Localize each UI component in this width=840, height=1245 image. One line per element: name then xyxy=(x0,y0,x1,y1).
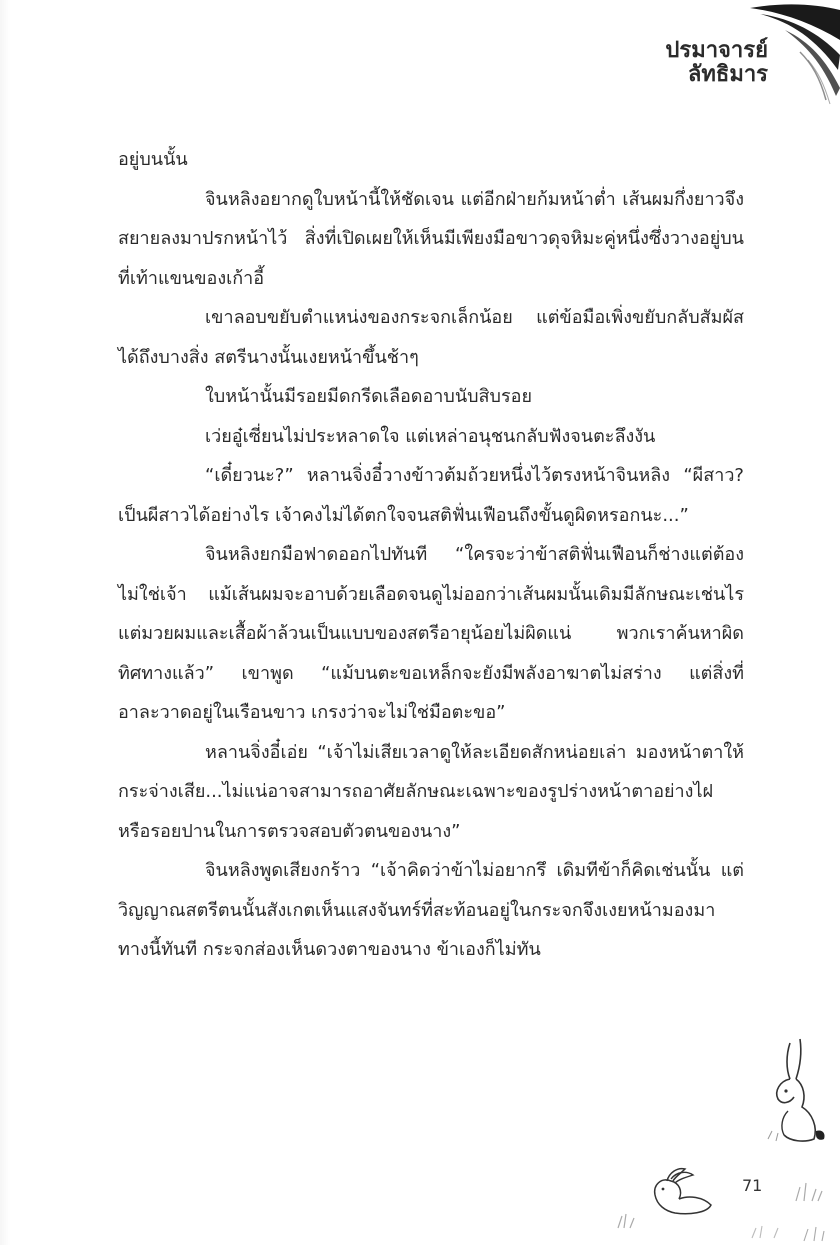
paragraph: จินหลิงพูดเสียงกร้าว “เจ้าคิดว่าข้าไม่อยากรึ เดิมทีข้าก็คิดเช่นนั้น แต่วิญญาณสตรีตนนั้นสังเกตเห็นแสงจันทร์ที่สะท้อนอยู่ในกระจกจึงเงยหน้ามองมาทางนี้ทันที กระจกส่องเห็นดวงตาของนาง ข้าเองก็ไม่ทัน xyxy=(118,860,744,960)
paragraph: หลานจิ่งอี๋เอ่ย “เจ้าไม่เสียเวลาดูให้ละเอียดสักหน่อยเล่า มองหน้าตาให้กระจ่างเสีย...ไม่แน่อาจสามารถอาศัยลักษณะเฉพาะของรูปร่างหน้าตาอย่างไฝหรือรอยปานในการตรวจสอบตัวตนของนาง” xyxy=(118,741,744,842)
grass-icon xyxy=(800,1215,830,1243)
rabbit-lying-icon xyxy=(645,1165,725,1220)
paragraph: เขาลอบขยับตำแหน่งของกระจกเล็กน้อย แต่ข้อมือเพิ่งขยับกลับสัมผัสได้ถึงบางสิ่ง สตรีนางนั้นเงยหน้าขึ้นช้าๆ xyxy=(118,307,744,368)
book-title xyxy=(665,40,768,86)
book-title-line2: ลัทธิมาร xyxy=(687,62,768,87)
paragraph: จินหลิงยกมือฟาดออกไปทันที “ใครจะว่าข้าสติฟั่นเฟือนก็ช่างแต่ต้องไม่ใช่เจ้า แม้เส้นผมจะอาบด้วยเลือดจนดูไม่ออกว่าเส้นผมนั้นเดิมมีลักษณะเช่นไร แต่มวยผมและเสื้อผ้าล้วนเป็นแบบของสตรีอายุน้อยไม่ผิดแน่ พวกเราค้นหาผิดทิศทางแล้ว” เขาพูด “แม้บนตะขอเหล็กจะยังมีพลังอาฆาตไม่สร่าง แต่สิ่งที่อาละวาดอยู่ในเรือนขาว เกรงว่าจะไม่ใช่มือตะขอ” xyxy=(118,544,744,723)
paragraph: ใบหน้านั้นมีรอยมีดกรีดเลือดอาบนับสิบรอย xyxy=(205,386,532,407)
grass-icon xyxy=(748,1210,788,1240)
paragraph: อยู่บนนั้น xyxy=(118,149,188,170)
rabbit-sitting-icon xyxy=(760,1035,830,1145)
book-title-line1: ปรมาจารย์ xyxy=(665,38,768,63)
page-edge-shadow xyxy=(0,0,10,1245)
page-number: 71 xyxy=(742,1176,763,1195)
paragraph: จินหลิงอยากดูใบหน้านี้ให้ชัดเจน แต่อีกฝ่ายก้มหน้าต่ำ เส้นผมกึ่งยาวจึงสยายลงมาปรกหน้าไว้ สิ่งที่เปิดเผยให้เห็นมีเพียงมือขาวดุจหิมะคู่หนึ่งซึ่งวางอยู่บนที่เท้าแขนของเก้าอี้ xyxy=(118,188,744,289)
page-body-text xyxy=(118,140,744,970)
grass-icon xyxy=(612,1200,642,1230)
paragraph: “เดี๋ยวนะ?” หลานจิ่งอี๋วางข้าวต้มถ้วยหนึ่งไว้ตรงหน้าจินหลิง “ผีสาว? เป็นผีสาวได้อย่างไร เจ้าคงไม่ได้ตกใจจนสติฟั่นเฟือนถึงขั้นดูผิดหรอกนะ...” xyxy=(118,465,744,526)
grass-icon xyxy=(790,1165,826,1205)
paragraph: เว่ยอู๋เซี่ยนไม่ประหลาดใจ แต่เหล่าอนุชนกลับฟังจนตะลึงงัน xyxy=(205,425,656,447)
